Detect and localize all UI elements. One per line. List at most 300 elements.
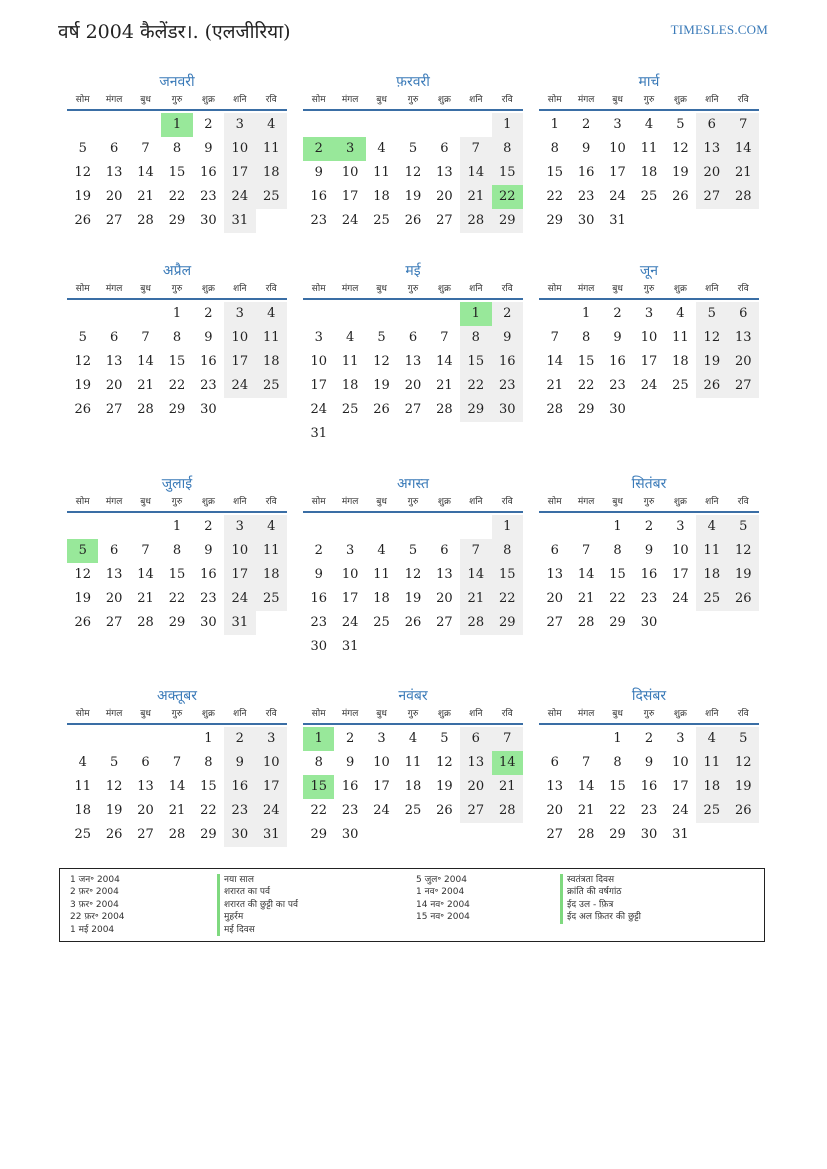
- day-cell[interactable]: 5: [109, 755, 119, 770]
- day-cell[interactable]: 29: [168, 213, 186, 228]
- day-cell[interactable]: 19: [728, 563, 759, 587]
- day-cell[interactable]: 3: [345, 543, 355, 558]
- day-cell[interactable]: 19: [404, 591, 422, 606]
- day-cell[interactable]: 11: [640, 141, 658, 156]
- day-cell[interactable]: 6: [141, 755, 150, 770]
- day-cell[interactable]: 18: [341, 378, 359, 393]
- day-cell[interactable]: 2: [345, 731, 355, 746]
- day-cell[interactable]: 4: [696, 515, 727, 539]
- day-cell[interactable]: 26: [74, 213, 91, 228]
- day-cell[interactable]: 14: [577, 779, 595, 794]
- day-cell[interactable]: 7: [141, 330, 150, 345]
- day-cell[interactable]: 15: [492, 161, 523, 185]
- day-cell[interactable]: 3: [224, 113, 255, 137]
- day-cell[interactable]: 30: [200, 615, 217, 630]
- day-cell[interactable]: 27: [137, 827, 154, 842]
- day-cell[interactable]: 30: [200, 213, 217, 228]
- day-cell[interactable]: 9: [204, 543, 213, 558]
- day-cell[interactable]: 16: [640, 779, 658, 794]
- day-cell[interactable]: 28: [137, 402, 154, 417]
- day-cell[interactable]: 9: [644, 543, 654, 558]
- day-cell[interactable]: 4: [644, 117, 654, 132]
- day-cell[interactable]: 15: [168, 567, 186, 582]
- day-cell[interactable]: 13: [696, 137, 727, 161]
- day-cell[interactable]: 25: [404, 803, 422, 818]
- day-cell[interactable]: 25: [672, 378, 689, 393]
- day-cell[interactable]: 1: [550, 117, 559, 132]
- day-cell[interactable]: 14: [728, 137, 759, 161]
- day-cell[interactable]: 28: [460, 209, 491, 233]
- day-cell[interactable]: 3: [613, 117, 622, 132]
- day-cell[interactable]: 14: [168, 779, 186, 794]
- day-cell[interactable]: 9: [613, 330, 622, 345]
- day-cell[interactable]: 19: [74, 378, 91, 393]
- day-cell[interactable]: 2: [644, 731, 654, 746]
- day-cell[interactable]: 1: [613, 519, 622, 534]
- day-cell[interactable]: 10: [256, 751, 287, 775]
- day-cell[interactable]: 31: [224, 209, 255, 233]
- day-cell[interactable]: 17: [609, 165, 626, 180]
- day-cell[interactable]: 20: [105, 591, 123, 606]
- day-cell[interactable]: 8: [314, 755, 323, 770]
- day-cell[interactable]: 8: [492, 137, 523, 161]
- day-cell[interactable]: 22: [460, 374, 491, 398]
- day-cell[interactable]: 10: [341, 165, 359, 180]
- day-cell[interactable]: 12: [404, 567, 422, 582]
- day-cell[interactable]: 27: [404, 402, 422, 417]
- day-cell[interactable]: 16: [200, 165, 217, 180]
- day-cell[interactable]: 4: [696, 727, 727, 751]
- day-cell[interactable]: 6: [109, 543, 119, 558]
- day-cell[interactable]: 26: [74, 402, 91, 417]
- day-cell[interactable]: 10: [672, 543, 689, 558]
- day-cell[interactable]: 5: [696, 302, 727, 326]
- day-cell[interactable]: 28: [577, 827, 595, 842]
- day-cell[interactable]: 2: [204, 306, 213, 321]
- day-cell[interactable]: 16: [310, 591, 327, 606]
- day-cell[interactable]: 8: [550, 141, 559, 156]
- day-cell[interactable]: 28: [436, 402, 453, 417]
- day-cell[interactable]: 31: [609, 213, 626, 228]
- day-cell[interactable]: 28: [492, 799, 523, 823]
- day-cell[interactable]: 10: [224, 326, 255, 350]
- day-cell[interactable]: 24: [224, 374, 255, 398]
- day-cell[interactable]: 5: [377, 330, 386, 345]
- day-cell[interactable]: 6: [550, 543, 559, 558]
- day-cell[interactable]: 22: [546, 189, 563, 204]
- day-cell[interactable]: 9: [314, 165, 323, 180]
- day-cell[interactable]: 9: [644, 755, 654, 770]
- day-cell[interactable]: 23: [640, 803, 658, 818]
- day-cell[interactable]: 17: [640, 354, 658, 369]
- day-cell[interactable]: 26: [672, 189, 689, 204]
- day-cell[interactable]: 9: [204, 330, 213, 345]
- day-cell[interactable]: 12: [373, 354, 390, 369]
- day-cell[interactable]: 8: [613, 755, 622, 770]
- day-cell[interactable]: 28: [460, 611, 491, 635]
- holiday-day-cell[interactable]: 1: [303, 727, 334, 751]
- day-cell[interactable]: 31: [310, 426, 327, 441]
- day-cell[interactable]: 13: [105, 567, 123, 582]
- day-cell[interactable]: 9: [314, 567, 323, 582]
- day-cell[interactable]: 22: [609, 591, 626, 606]
- day-cell[interactable]: 12: [728, 751, 759, 775]
- day-cell[interactable]: 20: [696, 161, 727, 185]
- day-cell[interactable]: 14: [436, 354, 453, 369]
- day-cell[interactable]: 19: [728, 775, 759, 799]
- day-cell[interactable]: 21: [546, 378, 563, 393]
- day-cell[interactable]: 12: [404, 165, 422, 180]
- day-cell[interactable]: 19: [696, 350, 727, 374]
- day-cell[interactable]: 20: [436, 189, 453, 204]
- day-cell[interactable]: 17: [256, 775, 287, 799]
- day-cell[interactable]: 23: [200, 189, 217, 204]
- day-cell[interactable]: 27: [728, 374, 759, 398]
- day-cell[interactable]: 29: [577, 402, 595, 417]
- day-cell[interactable]: 24: [609, 189, 626, 204]
- day-cell[interactable]: 20: [137, 803, 154, 818]
- day-cell[interactable]: 11: [256, 326, 287, 350]
- holiday-day-cell[interactable]: 15: [303, 775, 334, 799]
- day-cell[interactable]: 24: [672, 803, 689, 818]
- day-cell[interactable]: 2: [204, 519, 213, 534]
- day-cell[interactable]: 4: [377, 141, 386, 156]
- day-cell[interactable]: 19: [672, 165, 689, 180]
- day-cell[interactable]: 7: [550, 330, 559, 345]
- day-cell[interactable]: 6: [109, 330, 119, 345]
- day-cell[interactable]: 13: [137, 779, 154, 794]
- day-cell[interactable]: 3: [224, 515, 255, 539]
- day-cell[interactable]: 24: [256, 799, 287, 823]
- day-cell[interactable]: 14: [460, 161, 491, 185]
- day-cell[interactable]: 16: [640, 567, 658, 582]
- day-cell[interactable]: 21: [460, 587, 491, 611]
- day-cell[interactable]: 12: [728, 539, 759, 563]
- day-cell[interactable]: 28: [168, 827, 186, 842]
- day-cell[interactable]: 21: [137, 378, 154, 393]
- day-cell[interactable]: 7: [492, 727, 523, 751]
- day-cell[interactable]: 18: [640, 165, 658, 180]
- day-cell[interactable]: 16: [200, 567, 217, 582]
- day-cell[interactable]: 9: [345, 755, 355, 770]
- day-cell[interactable]: 4: [345, 330, 355, 345]
- day-cell[interactable]: 16: [577, 165, 595, 180]
- day-cell[interactable]: 5: [676, 117, 685, 132]
- day-cell[interactable]: 3: [256, 727, 287, 751]
- day-cell[interactable]: 1: [172, 306, 182, 321]
- day-cell[interactable]: 28: [546, 402, 563, 417]
- day-cell[interactable]: 22: [310, 803, 327, 818]
- day-cell[interactable]: 23: [310, 615, 327, 630]
- day-cell[interactable]: 10: [224, 539, 255, 563]
- day-cell[interactable]: 21: [577, 803, 595, 818]
- day-cell[interactable]: 17: [373, 779, 390, 794]
- day-cell[interactable]: 3: [676, 731, 685, 746]
- day-cell[interactable]: 1: [492, 515, 523, 539]
- day-cell[interactable]: 22: [168, 378, 186, 393]
- day-cell[interactable]: 15: [492, 563, 523, 587]
- day-cell[interactable]: 30: [640, 615, 658, 630]
- day-cell[interactable]: 15: [168, 354, 186, 369]
- day-cell[interactable]: 6: [109, 141, 119, 156]
- day-cell[interactable]: 26: [373, 402, 390, 417]
- day-cell[interactable]: 24: [373, 803, 390, 818]
- day-cell[interactable]: 19: [74, 189, 91, 204]
- day-cell[interactable]: 22: [168, 189, 186, 204]
- day-cell[interactable]: 6: [696, 113, 727, 137]
- day-cell[interactable]: 5: [78, 141, 87, 156]
- day-cell[interactable]: 14: [137, 354, 154, 369]
- day-cell[interactable]: 8: [613, 543, 622, 558]
- day-cell[interactable]: 7: [728, 113, 759, 137]
- day-cell[interactable]: 2: [492, 302, 523, 326]
- day-cell[interactable]: 28: [728, 185, 759, 209]
- day-cell[interactable]: 7: [172, 755, 182, 770]
- day-cell[interactable]: 25: [256, 374, 287, 398]
- day-cell[interactable]: 27: [460, 799, 491, 823]
- day-cell[interactable]: 13: [404, 354, 422, 369]
- day-cell[interactable]: 25: [256, 185, 287, 209]
- day-cell[interactable]: 10: [640, 330, 658, 345]
- day-cell[interactable]: 21: [460, 185, 491, 209]
- day-cell[interactable]: 2: [224, 727, 255, 751]
- day-cell[interactable]: 22: [492, 587, 523, 611]
- day-cell[interactable]: 5: [408, 543, 418, 558]
- day-cell[interactable]: 29: [609, 827, 626, 842]
- day-cell[interactable]: 30: [492, 398, 523, 422]
- day-cell[interactable]: 23: [224, 799, 255, 823]
- day-cell[interactable]: 21: [137, 189, 154, 204]
- day-cell[interactable]: 5: [728, 727, 759, 751]
- day-cell[interactable]: 27: [436, 213, 453, 228]
- day-cell[interactable]: 21: [728, 161, 759, 185]
- day-cell[interactable]: 10: [224, 137, 255, 161]
- day-cell[interactable]: 7: [141, 141, 150, 156]
- day-cell[interactable]: 30: [200, 402, 217, 417]
- day-cell[interactable]: 12: [672, 141, 689, 156]
- day-cell[interactable]: 27: [546, 827, 563, 842]
- day-cell[interactable]: 9: [224, 751, 255, 775]
- day-cell[interactable]: 13: [728, 326, 759, 350]
- day-cell[interactable]: 16: [310, 189, 327, 204]
- day-cell[interactable]: 15: [168, 165, 186, 180]
- day-cell[interactable]: 17: [224, 563, 255, 587]
- day-cell[interactable]: 24: [672, 591, 689, 606]
- day-cell[interactable]: 21: [577, 591, 595, 606]
- day-cell[interactable]: 10: [341, 567, 359, 582]
- day-cell[interactable]: 6: [440, 141, 449, 156]
- day-cell[interactable]: 1: [581, 306, 591, 321]
- day-cell[interactable]: 4: [78, 755, 87, 770]
- day-cell[interactable]: 7: [440, 330, 449, 345]
- day-cell[interactable]: 3: [676, 519, 685, 534]
- day-cell[interactable]: 26: [728, 587, 759, 611]
- day-cell[interactable]: 13: [436, 165, 453, 180]
- day-cell[interactable]: 31: [672, 827, 689, 842]
- day-cell[interactable]: 6: [550, 755, 559, 770]
- day-cell[interactable]: 11: [74, 779, 91, 794]
- day-cell[interactable]: 2: [204, 117, 213, 132]
- day-cell[interactable]: 18: [696, 775, 727, 799]
- day-cell[interactable]: 5: [728, 515, 759, 539]
- day-cell[interactable]: 27: [105, 615, 123, 630]
- day-cell[interactable]: 31: [341, 639, 359, 654]
- day-cell[interactable]: 18: [373, 189, 390, 204]
- day-cell[interactable]: 30: [609, 402, 626, 417]
- day-cell[interactable]: 18: [256, 161, 287, 185]
- day-cell[interactable]: 29: [200, 827, 217, 842]
- day-cell[interactable]: 2: [644, 519, 654, 534]
- day-cell[interactable]: 28: [137, 213, 154, 228]
- day-cell[interactable]: 18: [256, 563, 287, 587]
- day-cell[interactable]: 23: [577, 189, 595, 204]
- day-cell[interactable]: 13: [460, 751, 491, 775]
- day-cell[interactable]: 17: [224, 161, 255, 185]
- day-cell[interactable]: 13: [105, 165, 123, 180]
- day-cell[interactable]: 20: [546, 591, 563, 606]
- day-cell[interactable]: 30: [341, 827, 359, 842]
- day-cell[interactable]: 10: [310, 354, 327, 369]
- day-cell[interactable]: 31: [256, 823, 287, 847]
- day-cell[interactable]: 27: [436, 615, 453, 630]
- day-cell[interactable]: 25: [256, 587, 287, 611]
- day-cell[interactable]: 27: [546, 615, 563, 630]
- day-cell[interactable]: 23: [200, 591, 217, 606]
- day-cell[interactable]: 25: [640, 189, 658, 204]
- day-cell[interactable]: 8: [492, 539, 523, 563]
- day-cell[interactable]: 16: [224, 775, 255, 799]
- day-cell[interactable]: 11: [256, 539, 287, 563]
- day-cell[interactable]: 15: [546, 165, 563, 180]
- day-cell[interactable]: 18: [696, 563, 727, 587]
- day-cell[interactable]: 12: [74, 165, 91, 180]
- day-cell[interactable]: 26: [74, 615, 91, 630]
- day-cell[interactable]: 2: [613, 306, 622, 321]
- day-cell[interactable]: 24: [341, 213, 359, 228]
- day-cell[interactable]: 25: [373, 213, 390, 228]
- day-cell[interactable]: 7: [460, 137, 491, 161]
- day-cell[interactable]: 11: [373, 567, 390, 582]
- day-cell[interactable]: 12: [74, 567, 91, 582]
- day-cell[interactable]: 29: [168, 615, 186, 630]
- day-cell[interactable]: 28: [577, 615, 595, 630]
- day-cell[interactable]: 6: [440, 543, 449, 558]
- day-cell[interactable]: 20: [460, 775, 491, 799]
- day-cell[interactable]: 22: [609, 803, 626, 818]
- day-cell[interactable]: 21: [168, 803, 186, 818]
- day-cell[interactable]: 15: [577, 354, 595, 369]
- day-cell[interactable]: 21: [436, 378, 453, 393]
- day-cell[interactable]: 9: [204, 141, 213, 156]
- day-cell[interactable]: 4: [676, 306, 685, 321]
- day-cell[interactable]: 19: [373, 378, 390, 393]
- day-cell[interactable]: 16: [200, 354, 217, 369]
- day-cell[interactable]: 23: [640, 591, 658, 606]
- day-cell[interactable]: 13: [105, 354, 123, 369]
- day-cell[interactable]: 22: [168, 591, 186, 606]
- day-cell[interactable]: 24: [224, 587, 255, 611]
- day-cell[interactable]: 7: [581, 755, 591, 770]
- day-cell[interactable]: 29: [310, 827, 327, 842]
- day-cell[interactable]: 28: [137, 615, 154, 630]
- day-cell[interactable]: 14: [577, 567, 595, 582]
- day-cell[interactable]: 8: [172, 330, 182, 345]
- day-cell[interactable]: 20: [436, 591, 453, 606]
- day-cell[interactable]: 1: [204, 731, 213, 746]
- day-cell[interactable]: 22: [577, 378, 595, 393]
- day-cell[interactable]: 26: [404, 213, 422, 228]
- day-cell[interactable]: 26: [436, 803, 453, 818]
- holiday-day-cell[interactable]: 1: [161, 113, 192, 137]
- day-cell[interactable]: 9: [492, 326, 523, 350]
- day-cell[interactable]: 15: [200, 779, 217, 794]
- day-cell[interactable]: 29: [492, 611, 523, 635]
- day-cell[interactable]: 4: [256, 113, 287, 137]
- day-cell[interactable]: 15: [609, 779, 626, 794]
- holiday-day-cell[interactable]: 3: [334, 137, 365, 161]
- day-cell[interactable]: 7: [460, 539, 491, 563]
- day-cell[interactable]: 25: [696, 587, 727, 611]
- day-cell[interactable]: 5: [408, 141, 418, 156]
- day-cell[interactable]: 12: [436, 755, 453, 770]
- day-cell[interactable]: 26: [404, 615, 422, 630]
- day-cell[interactable]: 15: [609, 567, 626, 582]
- holiday-day-cell[interactable]: 1: [460, 302, 491, 326]
- day-cell[interactable]: 16: [609, 354, 626, 369]
- day-cell[interactable]: 14: [137, 165, 154, 180]
- day-cell[interactable]: 11: [696, 751, 727, 775]
- day-cell[interactable]: 30: [224, 823, 255, 847]
- day-cell[interactable]: 21: [137, 591, 154, 606]
- day-cell[interactable]: 14: [460, 563, 491, 587]
- day-cell[interactable]: 6: [728, 302, 759, 326]
- day-cell[interactable]: 10: [672, 755, 689, 770]
- holiday-day-cell[interactable]: 2: [303, 137, 334, 161]
- day-cell[interactable]: 8: [172, 141, 182, 156]
- day-cell[interactable]: 2: [314, 543, 323, 558]
- day-cell[interactable]: 2: [581, 117, 591, 132]
- day-cell[interactable]: 1: [172, 519, 182, 534]
- day-cell[interactable]: 4: [408, 731, 418, 746]
- day-cell[interactable]: 18: [74, 803, 91, 818]
- day-cell[interactable]: 29: [168, 402, 186, 417]
- day-cell[interactable]: 14: [137, 567, 154, 582]
- day-cell[interactable]: 12: [74, 354, 91, 369]
- day-cell[interactable]: 9: [581, 141, 591, 156]
- day-cell[interactable]: 20: [728, 350, 759, 374]
- day-cell[interactable]: 24: [341, 615, 359, 630]
- day-cell[interactable]: 8: [460, 326, 491, 350]
- day-cell[interactable]: 11: [373, 165, 390, 180]
- day-cell[interactable]: 11: [256, 137, 287, 161]
- site-link[interactable]: TIMESLES.COM: [670, 22, 768, 37]
- day-cell[interactable]: 30: [310, 639, 327, 654]
- day-cell[interactable]: 17: [224, 350, 255, 374]
- day-cell[interactable]: 11: [341, 354, 359, 369]
- day-cell[interactable]: 8: [581, 330, 591, 345]
- day-cell[interactable]: 23: [609, 378, 626, 393]
- day-cell[interactable]: 15: [460, 350, 491, 374]
- day-cell[interactable]: 31: [224, 611, 255, 635]
- day-cell[interactable]: 23: [492, 374, 523, 398]
- day-cell[interactable]: 7: [581, 543, 591, 558]
- day-cell[interactable]: 13: [546, 779, 563, 794]
- day-cell[interactable]: 23: [341, 803, 359, 818]
- day-cell[interactable]: 14: [546, 354, 563, 369]
- day-cell[interactable]: 29: [609, 615, 626, 630]
- day-cell[interactable]: 4: [377, 543, 386, 558]
- day-cell[interactable]: 20: [105, 378, 123, 393]
